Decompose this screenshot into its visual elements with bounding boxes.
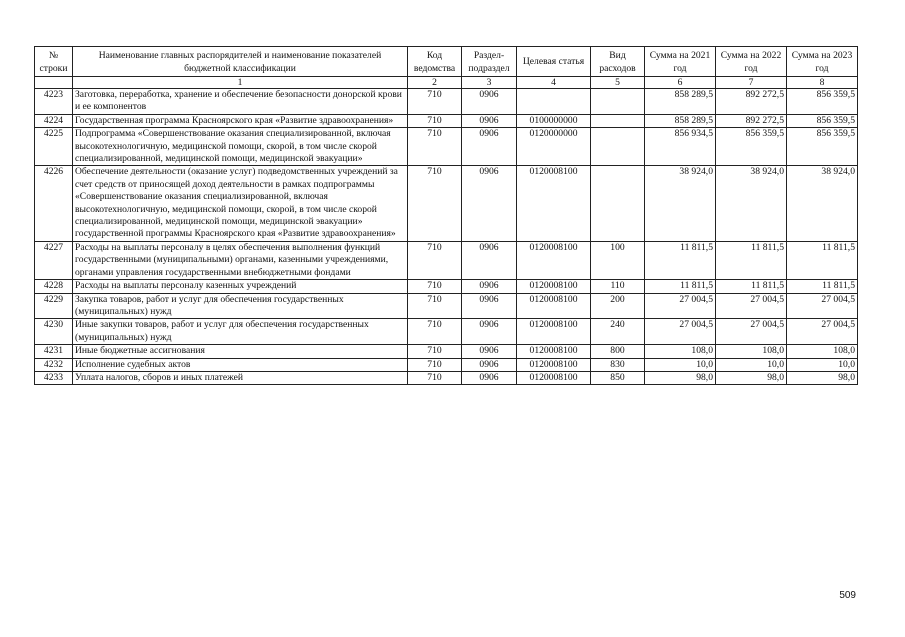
header-sum-2021: Сумма на 2021 год [645,47,716,77]
table-row [35,371,858,384]
row-exp-type: 800 [591,345,645,358]
row-exp-type [591,166,645,241]
row-number: 4229 [35,293,73,319]
header-sum-2022: Сумма на 2022 год [716,47,787,77]
header-exp-type: Вид расходов [591,47,645,77]
row-exp-type: 110 [591,280,645,293]
header-target: Целевая статья [517,47,591,77]
row-sum-2023: 108,0 [787,345,858,358]
header-section: Раздел-подраздел [462,47,517,77]
row-sum-2022: 892 272,5 [716,89,787,115]
row-dept: 710 [408,358,462,371]
row-dept: 710 [408,319,462,345]
row-section: 0906 [462,345,517,358]
row-target: 0120008100 [517,345,591,358]
row-dept: 710 [408,345,462,358]
row-target: 0120008100 [517,319,591,345]
row-sum-2021: 38 924,0 [645,166,716,241]
header-sum-2023: Сумма на 2023 год [787,47,858,77]
column-number [35,77,73,89]
row-dept: 710 [408,371,462,384]
row-dept: 710 [408,280,462,293]
table-row [35,319,858,345]
row-sum-2022: 27 004,5 [716,319,787,345]
table-row [35,166,858,241]
row-sum-2023: 856 359,5 [787,114,858,127]
row-exp-type: 200 [591,293,645,319]
row-number: 4232 [35,358,73,371]
row-sum-2022: 11 811,5 [716,241,787,279]
row-name: Закупка товаров, работ и услуг для обеспечения государственных (муниципальных) нужд [73,293,408,319]
row-sum-2023: 38 924,0 [787,166,858,241]
table-row [35,345,858,358]
row-target: 0100000000 [517,114,591,127]
row-sum-2022: 108,0 [716,345,787,358]
row-dept: 710 [408,114,462,127]
row-exp-type: 850 [591,371,645,384]
header-dept: Код ведомства [408,47,462,77]
row-section: 0906 [462,358,517,371]
row-sum-2023: 27 004,5 [787,319,858,345]
column-number: 7 [716,77,787,89]
row-number: 4225 [35,128,73,166]
row-name: Заготовка, переработка, хранение и обеспечение безопасности донорской крови и ее компонентов [73,89,408,115]
row-dept: 710 [408,166,462,241]
row-exp-type: 830 [591,358,645,371]
row-sum-2022: 38 924,0 [716,166,787,241]
row-dept: 710 [408,89,462,115]
header-row-no: № строки [35,47,73,77]
row-sum-2021: 11 811,5 [645,280,716,293]
row-sum-2021: 10,0 [645,358,716,371]
table-row [35,358,858,371]
row-number: 4226 [35,166,73,241]
row-target [517,89,591,115]
row-section: 0906 [462,319,517,345]
row-section: 0906 [462,89,517,115]
row-number: 4230 [35,319,73,345]
row-name: Подпрограмма «Совершенствование оказания специализированной, включая высокотехнологичную, медицинской помощи, скорой, в том числе скорой специализированной, медицинской помощи, медицинской эвакуации» [73,128,408,166]
column-number: 4 [517,77,591,89]
row-sum-2022: 98,0 [716,371,787,384]
row-section: 0906 [462,371,517,384]
row-name: Расходы на выплаты персоналу казенных учреждений [73,280,408,293]
row-name: Расходы на выплаты персоналу в целях обеспечения выполнения функций государственными (муниципальными) органами, казенными учреждениями, органами управления государственными внебюджетными фондами [73,241,408,279]
row-number: 4223 [35,89,73,115]
row-target: 0120008100 [517,358,591,371]
row-sum-2023: 27 004,5 [787,293,858,319]
row-sum-2021: 858 289,5 [645,114,716,127]
row-exp-type [591,89,645,115]
row-sum-2022: 856 359,5 [716,128,787,166]
row-name: Иные закупки товаров, работ и услуг для обеспечения государственных (муниципальных) нужд [73,319,408,345]
row-section: 0906 [462,166,517,241]
row-number: 4233 [35,371,73,384]
table-row [35,293,858,319]
row-sum-2021: 98,0 [645,371,716,384]
page-number: 509 [839,590,856,601]
row-sum-2023: 11 811,5 [787,241,858,279]
row-number: 4228 [35,280,73,293]
row-exp-type: 100 [591,241,645,279]
row-target: 0120008100 [517,293,591,319]
row-target: 0120008100 [517,280,591,293]
row-sum-2021: 856 934,5 [645,128,716,166]
row-sum-2023: 10,0 [787,358,858,371]
row-dept: 710 [408,241,462,279]
column-number: 8 [787,77,858,89]
row-sum-2023: 856 359,5 [787,128,858,166]
row-section: 0906 [462,280,517,293]
row-sum-2021: 27 004,5 [645,319,716,345]
row-sum-2021: 27 004,5 [645,293,716,319]
column-number: 2 [408,77,462,89]
row-sum-2023: 98,0 [787,371,858,384]
row-section: 0906 [462,293,517,319]
row-sum-2021: 858 289,5 [645,89,716,115]
table-header-row [35,47,858,77]
row-exp-type: 240 [591,319,645,345]
row-name: Исполнение судебных актов [73,358,408,371]
row-number: 4227 [35,241,73,279]
column-number: 1 [73,77,408,89]
table-row [35,89,858,115]
row-target: 0120008100 [517,166,591,241]
row-sum-2022: 27 004,5 [716,293,787,319]
column-number: 6 [645,77,716,89]
row-sum-2023: 856 359,5 [787,89,858,115]
row-sum-2021: 108,0 [645,345,716,358]
row-number: 4224 [35,114,73,127]
row-exp-type [591,128,645,166]
column-number-row [35,77,858,89]
row-sum-2022: 892 272,5 [716,114,787,127]
table-row [35,280,858,293]
row-target: 0120000000 [517,128,591,166]
row-section: 0906 [462,241,517,279]
budget-table [34,46,858,385]
row-section: 0906 [462,128,517,166]
row-exp-type [591,114,645,127]
header-name: Наименование главных распорядителей и наименование показателей бюджетной классификации [73,47,408,77]
row-sum-2022: 11 811,5 [716,280,787,293]
column-number: 3 [462,77,517,89]
row-sum-2023: 11 811,5 [787,280,858,293]
table-row [35,114,858,127]
row-number: 4231 [35,345,73,358]
row-target: 0120008100 [517,371,591,384]
row-name: Обеспечение деятельности (оказание услуг) подведомственных учреждений за счет средств от приносящей доход деятельности в рамках подпрограммы «Совершенствование оказания специализированной, включая высокотехнологичную, медицинской помощи, скорой, в том числе скорой специализированной, медицинской помощи, медицинской эвакуации» государственной программы Красноярского края «Развитие здравоохранения» [73,166,408,241]
column-number: 5 [591,77,645,89]
row-sum-2022: 10,0 [716,358,787,371]
row-sum-2021: 11 811,5 [645,241,716,279]
row-section: 0906 [462,114,517,127]
row-name: Уплата налогов, сборов и иных платежей [73,371,408,384]
table-row [35,128,858,166]
row-name: Государственная программа Красноярского края «Развитие здравоохранения» [73,114,408,127]
row-dept: 710 [408,293,462,319]
row-name: Иные бюджетные ассигнования [73,345,408,358]
row-dept: 710 [408,128,462,166]
row-target: 0120008100 [517,241,591,279]
table-row [35,241,858,279]
